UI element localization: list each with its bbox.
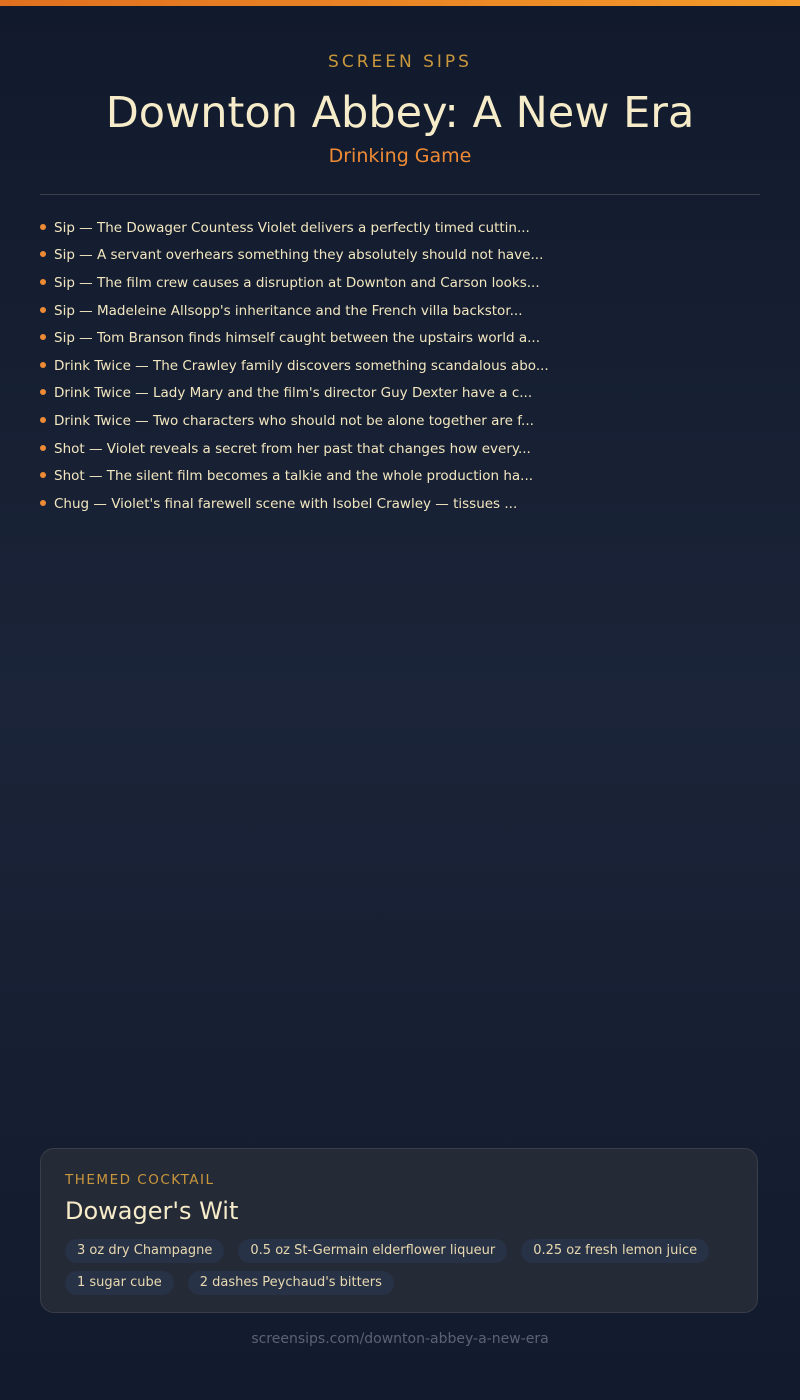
bullet-icon	[40, 389, 46, 395]
cocktail-name: Dowager's Wit	[65, 1197, 239, 1225]
rule-text: Chug — Violet's final farewell scene with Isobel Crawley — tissues ...	[54, 495, 518, 512]
ingredient-chip: 2 dashes Peychaud's bitters	[188, 1271, 394, 1295]
bullet-icon	[40, 307, 46, 313]
rule-item	[40, 269, 760, 297]
rule-text: Sip — A servant overhears something they absolutely should not have...	[54, 247, 544, 264]
bullet-icon	[40, 472, 46, 478]
rule-item	[40, 242, 760, 270]
rule-text: Sip — The film crew causes a disruption at Downton and Carson looks...	[54, 274, 540, 291]
ingredient-list	[65, 1239, 745, 1295]
top-accent-bar	[0, 0, 800, 6]
rule-text: Drink Twice — The Crawley family discovers something scandalous abo...	[54, 357, 549, 374]
bullet-icon	[40, 224, 46, 230]
rules-list	[40, 214, 760, 518]
rule-item	[40, 324, 760, 352]
header-divider	[40, 194, 760, 195]
page-subtitle: Drinking Game	[328, 145, 472, 167]
ingredient-chip: 0.5 oz St-Germain elderflower liqueur	[238, 1239, 507, 1263]
rule-item	[40, 380, 760, 408]
bullet-icon	[40, 445, 46, 451]
rule-item	[40, 462, 760, 490]
rule-text: Drink Twice — Two characters who should not be alone together are f...	[54, 412, 534, 429]
bullet-icon	[40, 417, 46, 423]
footer-url[interactable]: screensips.com/downton-abbey-a-new-era	[251, 1331, 549, 1347]
ingredient-chip: 0.25 oz fresh lemon juice	[521, 1239, 709, 1263]
rule-item	[40, 490, 760, 518]
rule-text: Sip — Madeleine Allsopp's inheritance and the French villa backstor...	[54, 302, 523, 319]
ingredient-chip: 1 sugar cube	[65, 1271, 174, 1295]
rule-item	[40, 352, 760, 380]
bullet-icon	[40, 334, 46, 340]
page-title: Downton Abbey: A New Era	[105, 88, 695, 138]
rule-text: Sip — Tom Branson finds himself caught between the upstairs world a...	[54, 330, 540, 347]
cocktail-eyebrow: THEMED COCKTAIL	[65, 1172, 215, 1188]
rule-item	[40, 214, 760, 242]
ingredient-chip: 3 oz dry Champagne	[65, 1239, 224, 1263]
bullet-icon	[40, 251, 46, 257]
bullet-icon	[40, 362, 46, 368]
rule-text: Shot — Violet reveals a secret from her past that changes how every...	[54, 440, 531, 457]
bullet-icon	[40, 500, 46, 506]
brand-label: SCREEN SIPS	[328, 52, 472, 72]
rule-text: Sip — The Dowager Countess Violet delivers a perfectly timed cuttin...	[54, 219, 530, 236]
rule-item	[40, 407, 760, 435]
bullet-icon	[40, 279, 46, 285]
rule-text: Shot — The silent film becomes a talkie and the whole production ha...	[54, 468, 534, 485]
rule-item	[40, 435, 760, 463]
cocktail-card	[40, 1148, 758, 1313]
rule-item	[40, 297, 760, 325]
rule-text: Drink Twice — Lady Mary and the film's director Guy Dexter have a c...	[54, 385, 533, 402]
